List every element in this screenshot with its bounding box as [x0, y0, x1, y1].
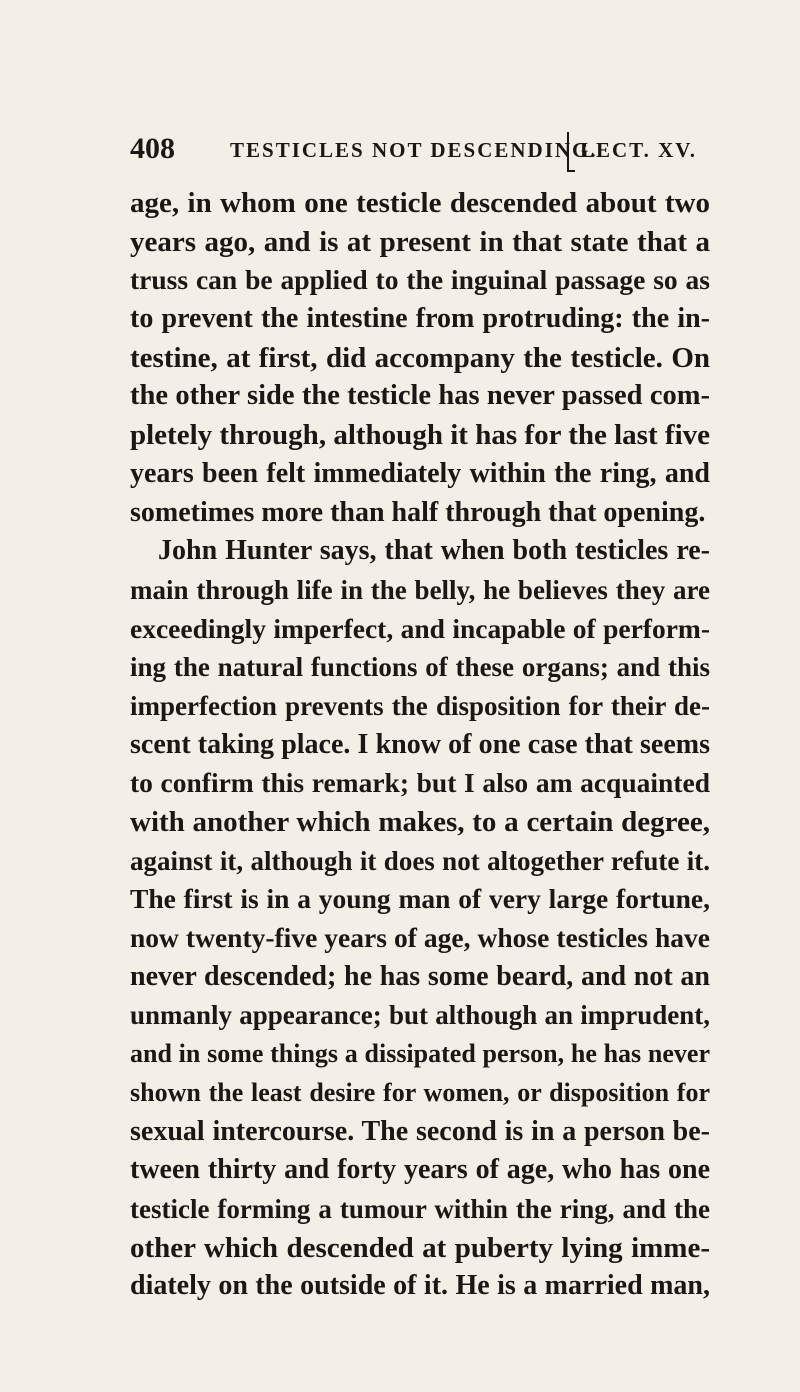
- lecture-label: LECT. XV.: [580, 138, 698, 162]
- body-text: [130, 184, 710, 1306]
- text-line: shown the least desire for women, or disposition for: [130, 1077, 710, 1107]
- text-line: other which descended at puberty lying imme-: [130, 1231, 710, 1264]
- text-line: with another which makes, to a certain degree,: [130, 806, 710, 838]
- text-line: never descended; he has some beard, and not an: [130, 960, 710, 992]
- text-line: sexual intercourse. The second is in a person be-: [130, 1115, 710, 1147]
- text-line: to confirm this remark; but I also am acquainted: [130, 767, 710, 799]
- text-line: the other side the testicle has never passed com-: [130, 380, 710, 412]
- text-line: age, in whom one testicle descended about two: [130, 187, 710, 219]
- text-line: The first is in a young man of very large fortune,: [130, 883, 710, 915]
- text-line: now twenty-five years of age, whose testicles have: [130, 922, 710, 954]
- text-line: exceedingly imperfect, and incapable of perform-: [130, 612, 710, 644]
- text-line: and in some things a dissipated person, he has never: [130, 1039, 710, 1069]
- text-line: sometimes more than half through that opening.: [130, 496, 706, 528]
- text-line: to prevent the intestine from protruding: the in-: [130, 303, 710, 335]
- text-line: diately on the outside of it. He is a married man,: [130, 1270, 710, 1302]
- text-line: years been felt immediately within the ring, and: [130, 457, 710, 489]
- text-line: John Hunter says, that when both testicles re-: [158, 535, 710, 567]
- text-line: main through life in the belly, he believes they are: [130, 574, 710, 605]
- text-line: imperfection prevents the disposition for their de-: [130, 690, 710, 721]
- text-line: unmanly appearance; but although an imprudent,: [130, 1000, 710, 1031]
- text-line: ing the natural functions of these organs; and this: [130, 652, 710, 683]
- text-line: tween thirty and forty years of age, who has one: [130, 1154, 710, 1186]
- text-line: testine, at first, did accompany the testicle. On: [130, 341, 710, 374]
- text-line: against it, although it does not altogether refute it.: [130, 845, 710, 876]
- page-number: 408: [130, 132, 175, 165]
- text-line: years ago, and is at present in that state that a: [130, 225, 710, 258]
- text-line: pletely through, although it has for the last five: [130, 419, 710, 452]
- text-line: testicle forming a tumour within the ring, and the: [130, 1193, 710, 1224]
- running-head: TESTICLES NOT DESCENDING.: [230, 138, 598, 162]
- bracket-mark: [567, 132, 575, 172]
- text-line: truss can be applied to the inguinal passage so as: [130, 264, 710, 296]
- text-line: scent taking place. I know of one case that seems: [130, 728, 710, 760]
- page-header: [130, 132, 710, 172]
